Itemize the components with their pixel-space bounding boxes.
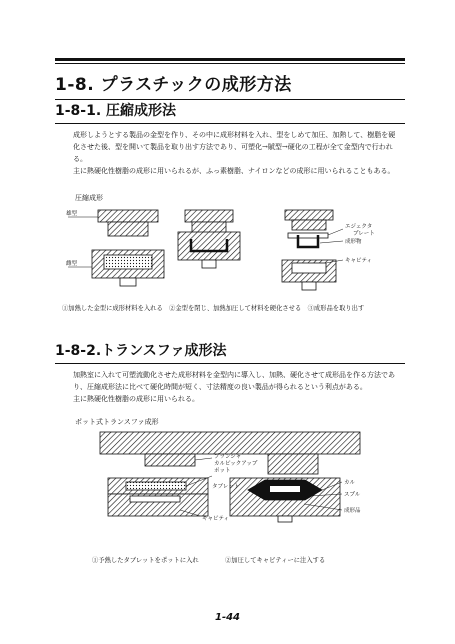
compression-step-2 bbox=[178, 210, 240, 268]
label-ejector-1: エジェクタ bbox=[345, 224, 373, 230]
page-number: 1-44 bbox=[214, 612, 241, 623]
label-plunger: プランジャ bbox=[214, 454, 242, 460]
label-cavity: キャビティ bbox=[202, 516, 230, 522]
transfer-heading-rule bbox=[55, 363, 405, 364]
compression-step-1 bbox=[68, 210, 164, 286]
transfer-figure-caption: ポット式トランスファ成形 bbox=[75, 418, 159, 426]
label-upper-die: 雄型 bbox=[66, 211, 78, 217]
compression-line: 成形しようとする製品の金型を作り、その中に成形材料を入れ、型をしめて加圧、加熱して、樹脂を硬 bbox=[73, 131, 396, 139]
transfer-paragraph bbox=[73, 369, 403, 405]
compression-heading-block bbox=[55, 100, 405, 124]
transfer-step-2: ②加圧してキャビティーに注入する bbox=[225, 557, 326, 564]
compression-line: 化させた後、型を開いて製品を取り出す方法であり、可塑化→賦型→硬化の工程が全て金型内で行われ bbox=[73, 143, 393, 151]
transfer-heading-block bbox=[55, 340, 405, 364]
title-top-rule bbox=[55, 58, 405, 61]
transfer-line: り、圧縮成形法に比べて硬化時間が短く、寸法精度の良い製品が得られるという利点がある。 bbox=[73, 383, 367, 391]
label-sprue: スプル bbox=[344, 492, 361, 498]
transfer-diagram bbox=[90, 430, 390, 538]
transfer-left-mold bbox=[108, 478, 208, 516]
transfer-step-1: ①予熱したタブレットをポットに入れ bbox=[92, 557, 199, 564]
transfer-heading: 1-8-2.トランスファ成形法 bbox=[55, 343, 227, 359]
label-pot: ポット bbox=[214, 468, 231, 474]
compression-heading-rule bbox=[55, 123, 405, 124]
compression-line: る。 bbox=[73, 155, 87, 163]
transfer-right-mold bbox=[230, 478, 340, 522]
label-ejector-2: プレート bbox=[353, 231, 375, 237]
compression-paragraph bbox=[73, 129, 403, 177]
label-cavity: キャビティ bbox=[345, 258, 373, 264]
compression-heading: 1-8-1. 圧縮成形法 bbox=[55, 103, 177, 119]
section-title: 1-8. プラスチックの成形方法 bbox=[55, 75, 292, 95]
compression-diagram bbox=[60, 205, 410, 300]
transfer-line: 加熱室に入れて可塑流動化させた成形材料を金型内に導入し、加熱、硬化させて成形品を作る方法であ bbox=[73, 371, 395, 379]
transfer-line: 主に熱硬化性樹脂の成形に用いられる。 bbox=[73, 395, 199, 403]
compression-steps: ①加熱した金型に成形材料を入れる ②金型を閉じ、加熱加圧して材料を硬化させる ③成形品を取り出す bbox=[62, 305, 365, 312]
label-molded-part: 成形物 bbox=[345, 239, 362, 245]
label-cull: カル bbox=[344, 480, 356, 486]
compression-step-3 bbox=[282, 210, 343, 290]
label-cull-up: カルピックアップ bbox=[214, 461, 258, 467]
title-top-rule-thin bbox=[55, 63, 405, 64]
compression-figure-caption: 圧縮成形 bbox=[75, 194, 103, 202]
label-tablet: タブレット bbox=[212, 484, 240, 490]
section-title-block bbox=[55, 58, 405, 100]
label-lower-die: 雌型 bbox=[66, 261, 78, 267]
compression-line: 主に熱硬化性樹脂の成形に用いられるが、ふっ素樹脂、ナイロンなどの成形に用いられることもある。 bbox=[73, 167, 395, 175]
label-molded-part: 成形品 bbox=[344, 508, 361, 514]
